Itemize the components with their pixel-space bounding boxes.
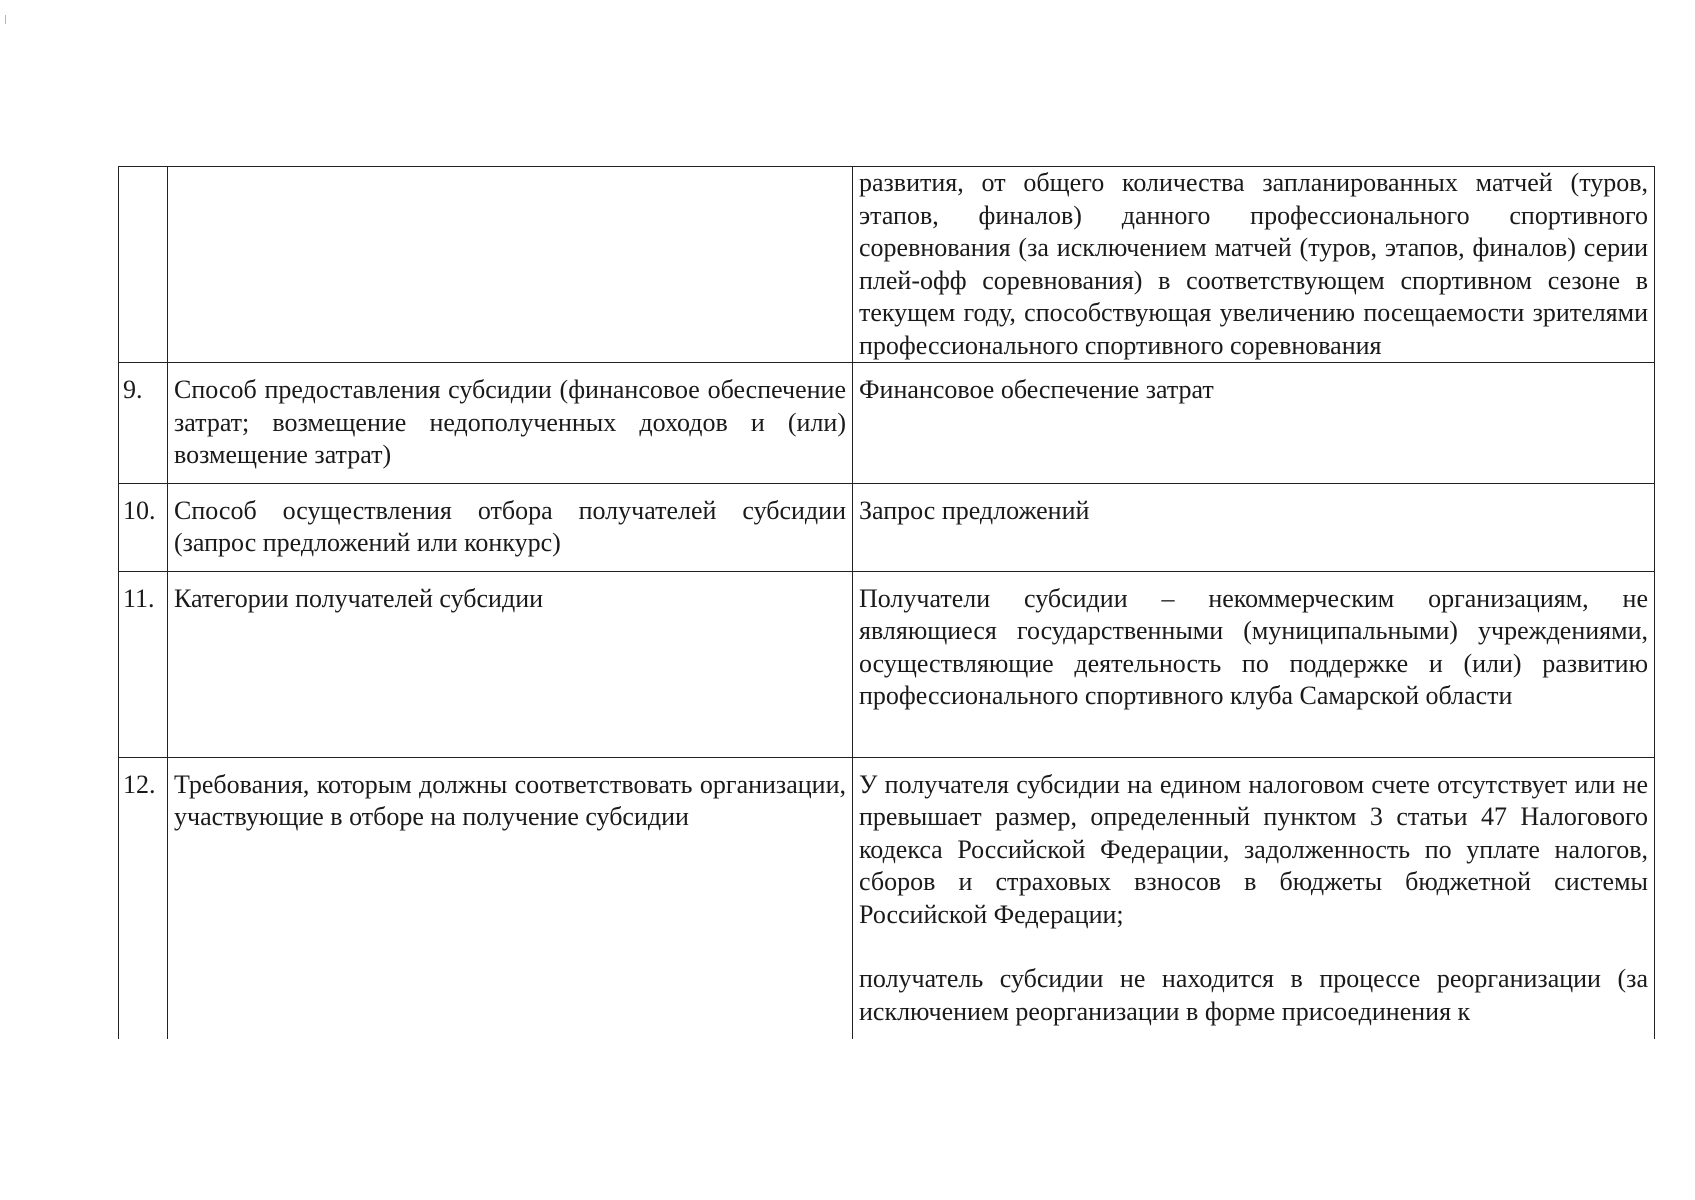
row-number: 10. — [119, 483, 168, 571]
row-label-text: Способ осуществления отбора получателей субсидии (запрос предложений или конкурс) — [174, 495, 846, 557]
table-row — [119, 483, 1655, 571]
table-row — [119, 757, 1655, 1039]
row-value — [853, 571, 1655, 757]
row-value — [853, 483, 1655, 571]
table-row-continuation — [119, 167, 1655, 363]
row-value-paragraph: У получателя субсидии на едином налоговом счете отсутствует или не превышает размер, определенный пунктом 3 статьи 47 Налогового кодекса Российской Федерации, задолженность по уплате налогов, сборов и страховых взносов в бюджеты бюджетной системы Российской Федерации; — [859, 769, 1648, 929]
row-value-paragraph: получатель субсидии не находится в процессе реорганизации (за исключением реорганизации в форме присоединения к — [859, 964, 1648, 1026]
row-value — [853, 757, 1655, 1039]
row-label — [168, 363, 853, 484]
row-label — [168, 483, 853, 571]
scan-mark — [5, 15, 6, 24]
table-row — [119, 363, 1655, 484]
row-label — [168, 757, 853, 1039]
row-label-cell — [168, 167, 853, 363]
continuation-text: развития, от общего количества запланированных матчей (туров, этапов, финалов) данного профессионального спортивного соревнования (за исключением матчей (туров, этапов, финалов) серии плей-офф соревнования) в соответствующем спортивном сезоне в текущем году, способствующая увеличению посещаемости зрителями профессионального спортивного соревнования — [859, 168, 1648, 360]
row-number: 11. — [119, 571, 168, 757]
row-value-text: Запрос предложений — [859, 495, 1090, 525]
row-number-cell — [119, 167, 168, 363]
row-number: 12. — [119, 757, 168, 1039]
row-number: 9. — [119, 363, 168, 484]
row-label-text: Требования, которым должны соответствовать организации, участвующие в отборе на получение субсидии — [174, 769, 846, 831]
row-value-cell — [853, 167, 1655, 363]
row-label — [168, 571, 853, 757]
row-value-text: Получатели субсидии – некоммерческим организациям, не являющиеся государственными (муниципальными) учреждениями, осуществляющие деятельность по поддержке и (или) развитию профессионального спортивного клуба Самарской области — [859, 583, 1648, 710]
requirements-table — [118, 166, 1655, 1039]
row-label-text: Способ предоставления субсидии (финансовое обеспечение затрат; возмещение недополученных доходов и (или) возмещение затрат) — [174, 375, 846, 469]
row-label-text: Категории получателей субсидии — [174, 583, 544, 613]
row-value — [853, 363, 1655, 484]
paragraph-gap — [859, 931, 1648, 963]
row-value-text: Финансовое обеспечение затрат — [859, 375, 1214, 404]
table-row — [119, 571, 1655, 757]
